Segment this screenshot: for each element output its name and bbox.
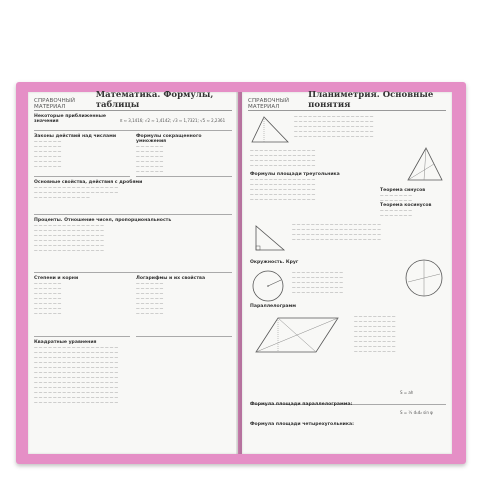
laws-box: Законы действий над числами — — — — — — — — — — — — — — — — — — — — — — — — — — — — — — — — — — — — [34,134,130,177]
parallelogram-notes: — — — — — — — — — — — — — — — — — — — — — — — — — — — — — — — — — — — — — — — — — — — — — — — — — — — — — — — — — — — — — — — — — — — — — — — — [354,314,396,353]
right-page-header [248,90,446,111]
pythagoras-notes: — — — — — — — — — — — — — — — — — — — — — — — — — — — — — — — — — — — — — — — — — — — — — — — — — — — — — — — — — — — — — — — — — — — — — — — — — — — — [292,222,381,241]
left-page [28,92,238,454]
right-page [242,92,452,454]
powers-box: Степени и корни — — — — — — — — — — — — — — — — — — — — — — — — — — — — — — — — — — — — — — — — — — [34,276,130,337]
abbrev-title: Формулы сокращенного умножения [136,134,202,144]
triangle-diagram [250,114,290,144]
parallelogram-diagram [252,312,342,358]
parallelogram-block [250,304,370,309]
abbrev-box: Формулы сокращенного умножения — — — — — — — — — — — — — — — — — — — — — — — — — — — — — — — — — — — — [136,134,232,177]
quad-area-title: Формула площади четырехугольника: [250,422,354,427]
laws-title: Законы действий над числами [34,134,117,139]
fractions-title: Основные свойства, действия с дробями [34,180,143,185]
irrational-values: π ≈ 3,1416; √2 ≈ 1,4142; √3 ≈ 1,7321; √5 ≈ 2,2361 [120,118,226,123]
right-triangle-diagram [252,222,288,254]
quadratic-box: Квадратные уравнения — — — — — — — — — — — — — — — — — — — — — — — — — — — — — — — — — — — — — — — — — — — — — — — — — — — — — — — — — — — — — — — — — — — — — — — — — — — — — — — — — — — — — — — — — — — — — — — — — — — — — — — — — — — — — — — — — — — — — — — — — — — — — — — — — — — — — — — — — — — — — — — — — — — — — — — — — — — — — — — — — — — — — — — — — — — — — — — — — — — — — — — — — — — — — — — — — — — — — — — — — — — — — — — — — — — — — — — — [34,340,232,448]
left-page-header [34,90,232,111]
circle-chord-diagram [402,252,446,302]
right-header-small: СПРАВОЧНЫЙ МАТЕРИАЛ [248,98,290,110]
circle-block [250,260,350,265]
circle-diagram [250,268,286,304]
sine-block: Теорема синусов — — — — — — — — — — — — — — Теорема косинусов — — — — — — — — — — — — — — [380,188,446,218]
logs-title: Логарифмы и их свойства [136,276,206,281]
parallelogram-area-title: Формула площади параллелограмма: [250,402,353,407]
irrational-box [34,114,232,131]
parallelogram-area-formula: S = ah [400,390,414,395]
left-header-title: Математика. Формулы, таблицы [95,90,214,110]
quad-area-row [250,410,446,427]
percent-box: Проценты. Отношение чисел, пропорциональность — — — — — — — — — — — — — — — — — — — — — — — — — — — — — — — — — — — — — — — — — — — — — — — — — — — — — — — — — — — — — — — — — — — — — — — — — — — — — — — — — — — — — — — — — — [34,218,232,273]
circle-notes: — — — — — — — — — — — — — — — — — — — — — — — — — — — — — — — — — — — — — — — — — — — — — — — — — — — — — — — [292,270,343,294]
circle-title: Окружность. Круг [250,260,299,265]
cosine-title: Теорема косинусов [380,203,432,208]
left-header-small: СПРАВОЧНЫЙ МАТЕРИАЛ [34,98,76,110]
powers-title: Степени и корни [34,276,79,281]
fractions-box: Основные свойства, действия с дробями — — — — — — — — — — — — — — — — — — — — — — — — — — — — — — — — — — — — — — — — — — — — — — — — [34,180,232,215]
triangle-area-block: Формулы площади треугольника — — — — — — — — — — — — — — — — — — — — — — — — — — — — — — — — — — — — — — — — — — — — — — — — — — — — — — — — — — — — — — — — — — — — — — [250,172,370,202]
percent-title: Проценты. Отношение чисел, пропорциональность [34,218,172,223]
parallelogram-title: Параллелограмм [250,304,296,309]
irrational-title: Некоторые приближенные значения [34,114,106,124]
right-header-title: Планиметрия. Основные понятия [308,90,434,110]
inscribed-triangle-diagram [402,144,446,184]
quad-area-formula: S = ½ d₁d₂ sin φ [400,410,433,415]
triangle-notes: — — — — — — — — — — — — — — — — — — — — — — — — — — — — — — — — — — — — — — — — — — — — — — — — — — — — — — — — — — — — — — — — — — — — — — — — — — — — — — — — — — — — — [294,114,374,138]
logs-box: Логарифмы и их свойства — — — — — — — — — — — — — — — — — — — — — — — — — — — — — — — — — — — — — — — — — — [136,276,232,337]
parallelogram-area-row [250,390,446,405]
median-notes: — — — — — — — — — — — — — — — — — — — — — — — — — — — — — — — — — — — — — — — — — — — — — — — — — — — — — — — — [250,148,316,167]
triangle-area-title: Формулы площади треугольника [250,172,340,177]
quadratic-title: Квадратные уравнения [34,340,97,345]
sine-title: Теорема синусов [380,188,426,193]
